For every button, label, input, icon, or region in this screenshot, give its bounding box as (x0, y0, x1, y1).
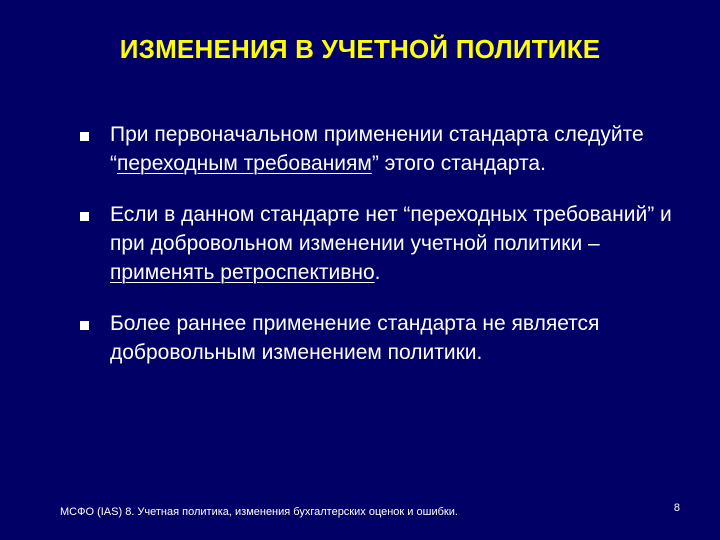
bullet-text-end: ” этого стандарта. (371, 152, 546, 175)
square-bullet-icon (80, 212, 89, 221)
slide-title: ИЗМЕНЕНИЯ В УЧЕТНОЙ ПОЛИТИКЕ (119, 34, 601, 64)
bullet-text: Более раннее применение стандарта не является добровольным изменением политики. (110, 312, 600, 364)
square-bullet-icon (80, 132, 89, 141)
bullet-list (80, 120, 680, 367)
bullet-text-end: . (374, 261, 381, 284)
square-bullet-icon (80, 321, 89, 330)
slide-footer: МСФО (IAS) 8. Учетная политика, изменения бухгалтерских оценок и ошибки. (60, 506, 458, 518)
bullet-underlined-text: применять ретроспективно (110, 261, 375, 284)
bullet-text: При первоначальном применении стандарта следуйте “ (110, 123, 644, 175)
bullet-item (80, 120, 680, 178)
bullet-item (80, 309, 680, 367)
bullet-text: Если в данном стандарте нет “переходных требований” и при добровольном изменении учетной политики – (110, 203, 672, 255)
page-number: 8 (673, 502, 680, 514)
bullet-underlined-text: переходным требованиям (117, 152, 372, 175)
bullet-item (80, 200, 680, 287)
